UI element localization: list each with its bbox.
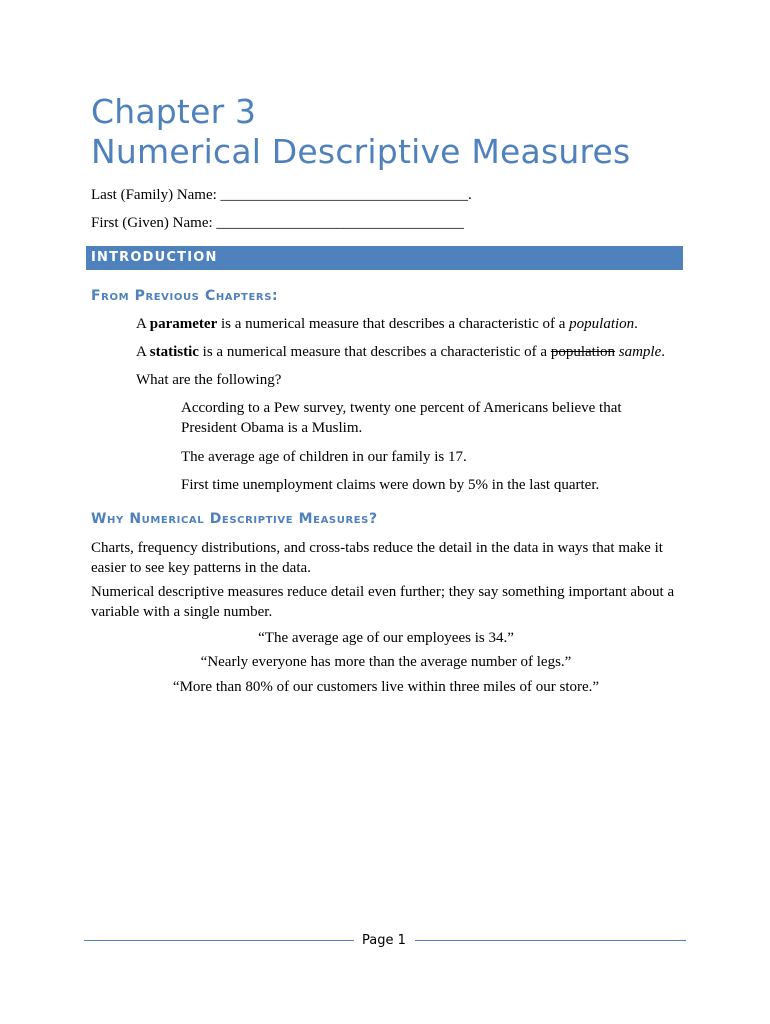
population-term: population bbox=[569, 316, 635, 332]
quote-item: “Nearly everyone has more than the average number of legs.” bbox=[200, 654, 572, 670]
page-title bbox=[91, 92, 630, 172]
parameter-term: parameter bbox=[149, 316, 218, 332]
quote-item: “More than 80% of our customers live within three miles of our store.” bbox=[172, 679, 600, 695]
paragraph-measures: Numerical descriptive measures reduce detail even further; they say something important about a variable with a single number. bbox=[91, 584, 675, 620]
from-previous-chapters-heading: From Previous Chapters: bbox=[91, 288, 279, 304]
footer-rule-right bbox=[415, 940, 686, 941]
title-line-1: Chapter 3 bbox=[91, 92, 257, 131]
example-item: First time unemployment claims were down by 5% in the last quarter. bbox=[181, 477, 600, 493]
parameter-definition: A parameter is a numerical measure that describes a characteristic of a population. bbox=[136, 316, 638, 332]
question-text: What are the following? bbox=[136, 372, 282, 388]
statistic-definition: A statistic is a numerical measure that describes a characteristic of a population sample. bbox=[136, 344, 666, 360]
struck-population: population bbox=[550, 344, 616, 360]
example-item: The average age of children in our family is 17. bbox=[181, 449, 467, 465]
introduction-heading: INTRODUCTION bbox=[86, 246, 683, 270]
first-name-field[interactable]: First (Given) Name: _________________________________ bbox=[91, 215, 464, 231]
quote-item: “The average age of our employees is 34.” bbox=[258, 630, 514, 646]
sample-term: sample bbox=[618, 344, 662, 360]
footer-rule-left bbox=[84, 940, 354, 941]
last-name-field[interactable]: Last (Family) Name: _________________________________. bbox=[91, 187, 472, 203]
why-numerical-heading: Why Numerical Descriptive Measures? bbox=[91, 511, 378, 527]
example-item: According to a Pew survey, twenty one percent of Americans believe that President Obama is a Muslim. bbox=[181, 400, 622, 436]
paragraph-charts: Charts, frequency distributions, and cross-tabs reduce the detail in the data in ways that make it easier to see key patterns in the data. bbox=[91, 540, 663, 576]
page-number: Page 1 bbox=[362, 933, 406, 948]
title-line-2: Numerical Descriptive Measures bbox=[91, 132, 631, 171]
statistic-term: statistic bbox=[149, 344, 199, 360]
